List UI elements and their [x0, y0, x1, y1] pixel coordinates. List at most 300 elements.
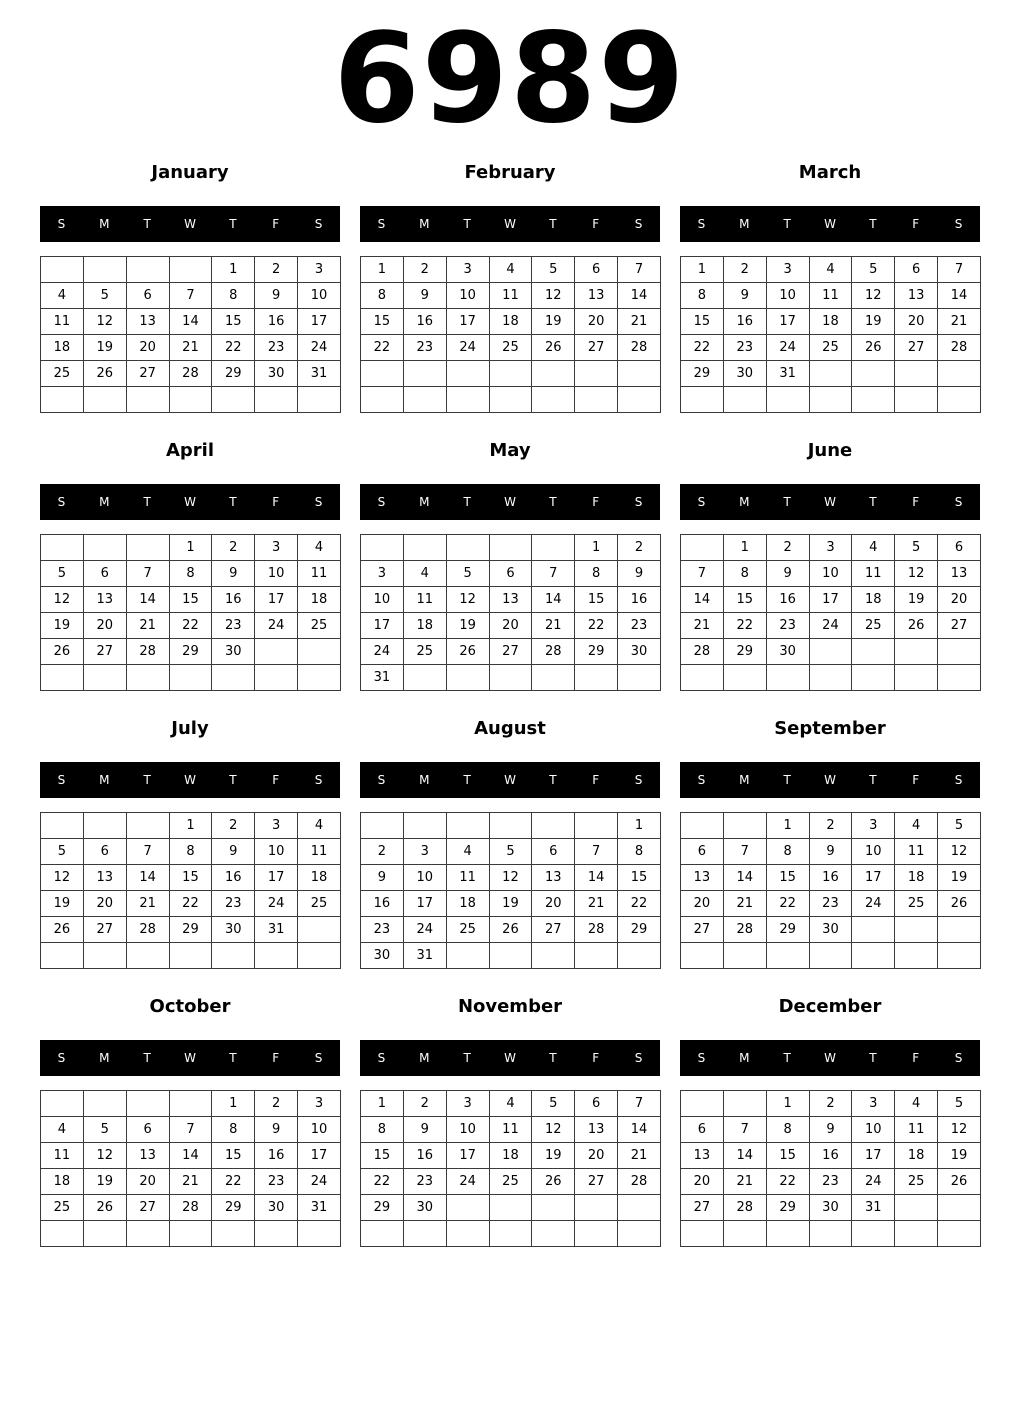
day-cell: 31: [766, 361, 809, 387]
day-cell: 6: [938, 535, 981, 561]
week-row: [361, 1169, 661, 1195]
day-cell: 16: [809, 865, 852, 891]
day-cell: 5: [938, 813, 981, 839]
day-cell: 26: [938, 891, 981, 917]
day-cell: 30: [766, 639, 809, 665]
day-cell: 30: [255, 361, 298, 387]
day-cell: 8: [361, 1117, 404, 1143]
week-row: [681, 1195, 981, 1221]
day-cell: 17: [852, 1143, 895, 1169]
day-cell: [298, 1221, 341, 1247]
day-cell: 18: [403, 613, 446, 639]
day-cell: 6: [489, 561, 532, 587]
day-cell: 12: [41, 587, 84, 613]
day-cell: 12: [895, 561, 938, 587]
weekday-label: F: [592, 495, 600, 509]
day-cell: 25: [446, 917, 489, 943]
week-row: [361, 613, 661, 639]
weekday-label: W: [184, 217, 196, 231]
day-cell: 22: [169, 891, 212, 917]
day-cell: [723, 813, 766, 839]
day-cell: 4: [298, 535, 341, 561]
day-cell: 19: [83, 1169, 126, 1195]
day-cell: 9: [255, 283, 298, 309]
day-cell: 8: [766, 1117, 809, 1143]
day-cell: 4: [895, 813, 938, 839]
day-cell: 12: [852, 283, 895, 309]
day-cell: 7: [618, 1091, 661, 1117]
weekday-header: [360, 484, 660, 520]
day-cell: 8: [723, 561, 766, 587]
day-cell: 1: [212, 1091, 255, 1117]
day-cell: 4: [852, 535, 895, 561]
day-cell: [403, 1221, 446, 1247]
day-cell: 5: [446, 561, 489, 587]
week-row: [361, 387, 661, 413]
day-cell: 17: [403, 891, 446, 917]
day-cell: [41, 943, 84, 969]
day-cell: 1: [575, 535, 618, 561]
day-cell: 26: [852, 335, 895, 361]
day-cell: 13: [83, 587, 126, 613]
day-cell: [895, 639, 938, 665]
weekday-label: S: [57, 217, 66, 231]
day-cell: [532, 813, 575, 839]
day-cell: [489, 387, 532, 413]
weekday-label: S: [697, 1051, 706, 1065]
day-cell: 30: [723, 361, 766, 387]
day-cell: 20: [575, 1143, 618, 1169]
weekday-label: S: [634, 495, 643, 509]
day-cell: [403, 387, 446, 413]
weekday-label: F: [272, 1051, 280, 1065]
day-cell: [255, 943, 298, 969]
week-row: [681, 387, 981, 413]
day-cell: 21: [723, 1169, 766, 1195]
day-cell: [681, 535, 724, 561]
day-cell: 21: [938, 309, 981, 335]
day-cell: [895, 387, 938, 413]
week-row: [361, 839, 661, 865]
weekday-label: T: [229, 1051, 237, 1065]
day-cell: 27: [83, 917, 126, 943]
weekday-label: T: [229, 217, 237, 231]
day-cell: [532, 1195, 575, 1221]
day-cell: 7: [126, 561, 169, 587]
day-cell: [83, 813, 126, 839]
day-cell: 23: [255, 1169, 298, 1195]
day-grid: [360, 534, 661, 691]
day-cell: [723, 1221, 766, 1247]
day-cell: 20: [83, 613, 126, 639]
day-cell: 28: [532, 639, 575, 665]
weekday-label: S: [314, 495, 323, 509]
day-cell: [852, 917, 895, 943]
day-cell: 7: [126, 839, 169, 865]
weekday-label: M: [739, 217, 750, 231]
weekday-label: T: [549, 1051, 557, 1065]
day-cell: 25: [895, 891, 938, 917]
day-cell: [298, 387, 341, 413]
day-cell: 16: [403, 309, 446, 335]
day-cell: 10: [766, 283, 809, 309]
day-cell: [446, 813, 489, 839]
day-cell: 25: [41, 1195, 84, 1221]
day-cell: [575, 1221, 618, 1247]
day-cell: 4: [895, 1091, 938, 1117]
day-cell: 23: [809, 891, 852, 917]
day-cell: 2: [212, 535, 255, 561]
day-cell: 2: [212, 813, 255, 839]
day-cell: 19: [895, 587, 938, 613]
day-cell: 17: [361, 613, 404, 639]
weekday-label: W: [504, 1051, 516, 1065]
day-cell: 2: [403, 257, 446, 283]
day-cell: 6: [895, 257, 938, 283]
day-cell: [681, 1221, 724, 1247]
day-cell: [126, 665, 169, 691]
day-cell: 13: [938, 561, 981, 587]
week-row: [681, 1169, 981, 1195]
day-cell: 14: [575, 865, 618, 891]
day-cell: 22: [766, 891, 809, 917]
day-cell: [126, 1091, 169, 1117]
day-cell: 16: [403, 1143, 446, 1169]
day-cell: [126, 535, 169, 561]
day-cell: 17: [446, 1143, 489, 1169]
weekday-header: [360, 206, 660, 242]
day-cell: 13: [489, 587, 532, 613]
day-cell: 20: [938, 587, 981, 613]
week-row: [41, 1195, 341, 1221]
week-row: [361, 257, 661, 283]
weekday-label: T: [869, 1051, 877, 1065]
day-cell: 3: [852, 813, 895, 839]
month-name: November: [457, 996, 563, 1017]
day-cell: [766, 1221, 809, 1247]
week-row: [681, 561, 981, 587]
day-cell: 19: [446, 613, 489, 639]
day-cell: 18: [809, 309, 852, 335]
week-row: [361, 1195, 661, 1221]
week-row: [681, 917, 981, 943]
day-cell: 29: [723, 639, 766, 665]
weekday-label: S: [57, 1051, 66, 1065]
day-cell: 11: [41, 1143, 84, 1169]
day-cell: 21: [126, 613, 169, 639]
day-cell: [852, 665, 895, 691]
day-cell: 24: [852, 891, 895, 917]
day-cell: 11: [809, 283, 852, 309]
month-name: December: [778, 996, 882, 1017]
weekday-header: [40, 206, 340, 242]
day-cell: [532, 665, 575, 691]
day-cell: 28: [126, 639, 169, 665]
day-cell: 2: [403, 1091, 446, 1117]
weekday-label: T: [549, 495, 557, 509]
day-cell: 29: [169, 917, 212, 943]
day-cell: 7: [938, 257, 981, 283]
day-cell: [298, 943, 341, 969]
day-cell: 16: [618, 587, 661, 613]
day-cell: 1: [212, 257, 255, 283]
day-cell: 15: [681, 309, 724, 335]
week-row: [41, 335, 341, 361]
day-cell: 20: [126, 335, 169, 361]
day-cell: [766, 943, 809, 969]
day-cell: [895, 1195, 938, 1221]
day-cell: 4: [489, 257, 532, 283]
day-cell: 18: [489, 1143, 532, 1169]
weekday-label: F: [592, 217, 600, 231]
day-cell: 15: [212, 1143, 255, 1169]
day-cell: 24: [403, 917, 446, 943]
day-cell: [938, 943, 981, 969]
weekday-label: F: [272, 773, 280, 787]
day-cell: [361, 813, 404, 839]
day-cell: 24: [809, 613, 852, 639]
week-row: [681, 639, 981, 665]
day-cell: 6: [532, 839, 575, 865]
day-cell: 28: [681, 639, 724, 665]
day-cell: 3: [809, 535, 852, 561]
day-cell: 25: [489, 335, 532, 361]
day-cell: 10: [446, 1117, 489, 1143]
day-cell: 23: [403, 335, 446, 361]
day-cell: [41, 665, 84, 691]
day-cell: [766, 665, 809, 691]
day-cell: 22: [575, 613, 618, 639]
weekday-label: W: [184, 773, 196, 787]
day-cell: 4: [809, 257, 852, 283]
weekday-label: S: [377, 773, 386, 787]
day-cell: 2: [809, 1091, 852, 1117]
week-row: [41, 1169, 341, 1195]
day-cell: 13: [532, 865, 575, 891]
weekday-label: S: [377, 495, 386, 509]
day-cell: 19: [938, 1143, 981, 1169]
weekday-label: F: [592, 773, 600, 787]
day-cell: 30: [809, 917, 852, 943]
weekday-label: T: [229, 773, 237, 787]
day-cell: 13: [575, 1117, 618, 1143]
day-cell: 22: [681, 335, 724, 361]
day-cell: 30: [809, 1195, 852, 1221]
day-cell: 25: [489, 1169, 532, 1195]
week-row: [41, 283, 341, 309]
day-cell: 10: [361, 587, 404, 613]
day-cell: 11: [852, 561, 895, 587]
weekday-label: W: [184, 1051, 196, 1065]
day-cell: 12: [489, 865, 532, 891]
day-cell: 24: [766, 335, 809, 361]
day-cell: 27: [126, 1195, 169, 1221]
weekday-label: T: [783, 773, 791, 787]
day-cell: 1: [361, 1091, 404, 1117]
day-cell: [489, 1195, 532, 1221]
day-grid: [680, 812, 981, 969]
day-cell: [809, 1221, 852, 1247]
day-cell: 18: [298, 587, 341, 613]
week-row: [41, 1143, 341, 1169]
day-cell: 8: [361, 283, 404, 309]
day-cell: [618, 665, 661, 691]
day-cell: 6: [681, 1117, 724, 1143]
weekday-label: W: [824, 495, 836, 509]
day-cell: 14: [126, 587, 169, 613]
week-row: [361, 535, 661, 561]
day-cell: 5: [489, 839, 532, 865]
day-cell: 15: [169, 865, 212, 891]
day-cell: 3: [446, 257, 489, 283]
week-row: [41, 665, 341, 691]
day-cell: 3: [298, 257, 341, 283]
day-cell: 11: [489, 283, 532, 309]
day-cell: 19: [532, 309, 575, 335]
day-cell: [938, 1195, 981, 1221]
day-cell: 9: [361, 865, 404, 891]
day-cell: [575, 387, 618, 413]
day-grid: [40, 256, 341, 413]
week-row: [681, 587, 981, 613]
weekday-label: M: [419, 217, 430, 231]
day-cell: 22: [169, 613, 212, 639]
day-cell: [809, 639, 852, 665]
day-cell: 22: [766, 1169, 809, 1195]
day-cell: 16: [212, 865, 255, 891]
weekday-label: S: [954, 217, 963, 231]
day-cell: [298, 917, 341, 943]
day-cell: 5: [938, 1091, 981, 1117]
day-grid: [40, 534, 341, 691]
day-cell: 24: [446, 1169, 489, 1195]
day-cell: 18: [489, 309, 532, 335]
month-name: May: [489, 440, 531, 461]
weekday-label: T: [783, 217, 791, 231]
day-cell: [83, 535, 126, 561]
day-cell: 19: [489, 891, 532, 917]
day-cell: 27: [938, 613, 981, 639]
day-cell: 5: [41, 839, 84, 865]
day-cell: 12: [83, 309, 126, 335]
day-cell: 23: [361, 917, 404, 943]
day-cell: 3: [403, 839, 446, 865]
week-row: [681, 1091, 981, 1117]
day-cell: 26: [83, 1195, 126, 1221]
day-cell: 30: [212, 917, 255, 943]
month-name: July: [171, 718, 209, 739]
day-cell: 9: [255, 1117, 298, 1143]
week-row: [361, 917, 661, 943]
day-cell: 29: [361, 1195, 404, 1221]
day-cell: 15: [575, 587, 618, 613]
day-cell: 4: [403, 561, 446, 587]
day-cell: 24: [298, 1169, 341, 1195]
week-row: [361, 1091, 661, 1117]
day-cell: 7: [681, 561, 724, 587]
day-cell: 17: [809, 587, 852, 613]
day-cell: 27: [681, 917, 724, 943]
weekday-header: [40, 484, 340, 520]
day-cell: [83, 1221, 126, 1247]
day-cell: 23: [255, 335, 298, 361]
weekday-label: S: [697, 773, 706, 787]
day-cell: 29: [169, 639, 212, 665]
week-row: [681, 1143, 981, 1169]
day-cell: 11: [298, 839, 341, 865]
day-cell: 21: [723, 891, 766, 917]
day-cell: [212, 387, 255, 413]
day-cell: 13: [126, 309, 169, 335]
day-cell: [852, 943, 895, 969]
day-cell: 23: [403, 1169, 446, 1195]
day-cell: 6: [83, 561, 126, 587]
weekday-label: T: [869, 217, 877, 231]
weekday-header: [680, 484, 980, 520]
month-name: September: [774, 718, 886, 739]
day-cell: [809, 943, 852, 969]
day-cell: 12: [446, 587, 489, 613]
weekday-header: [40, 762, 340, 798]
day-cell: 3: [255, 813, 298, 839]
day-cell: [41, 1091, 84, 1117]
day-cell: 25: [298, 891, 341, 917]
weekday-label: F: [272, 217, 280, 231]
day-cell: 2: [255, 1091, 298, 1117]
day-cell: 19: [532, 1143, 575, 1169]
day-cell: 14: [126, 865, 169, 891]
day-cell: [766, 387, 809, 413]
day-cell: 29: [212, 361, 255, 387]
day-cell: 17: [766, 309, 809, 335]
day-cell: 25: [895, 1169, 938, 1195]
day-cell: 10: [852, 1117, 895, 1143]
day-cell: 4: [298, 813, 341, 839]
day-cell: 26: [83, 361, 126, 387]
week-row: [361, 309, 661, 335]
weekday-label: M: [739, 773, 750, 787]
weekday-label: T: [463, 217, 471, 231]
day-cell: 11: [489, 1117, 532, 1143]
day-cell: [618, 1195, 661, 1221]
day-cell: 27: [895, 335, 938, 361]
weekday-label: M: [99, 217, 110, 231]
week-row: [41, 1117, 341, 1143]
day-grid: [680, 1090, 981, 1247]
day-cell: 20: [532, 891, 575, 917]
day-cell: 1: [681, 257, 724, 283]
day-cell: 16: [766, 587, 809, 613]
day-cell: [212, 943, 255, 969]
day-cell: 11: [41, 309, 84, 335]
day-cell: [681, 665, 724, 691]
week-row: [361, 1143, 661, 1169]
day-cell: 8: [575, 561, 618, 587]
day-cell: 11: [298, 561, 341, 587]
day-cell: 17: [852, 865, 895, 891]
day-cell: 12: [938, 839, 981, 865]
day-cell: [809, 665, 852, 691]
weekday-label: F: [912, 773, 920, 787]
week-row: [681, 865, 981, 891]
day-cell: [575, 813, 618, 839]
day-cell: [41, 535, 84, 561]
weekday-label: W: [824, 1051, 836, 1065]
day-cell: 4: [446, 839, 489, 865]
day-cell: 14: [681, 587, 724, 613]
week-row: [681, 257, 981, 283]
day-grid: [360, 256, 661, 413]
